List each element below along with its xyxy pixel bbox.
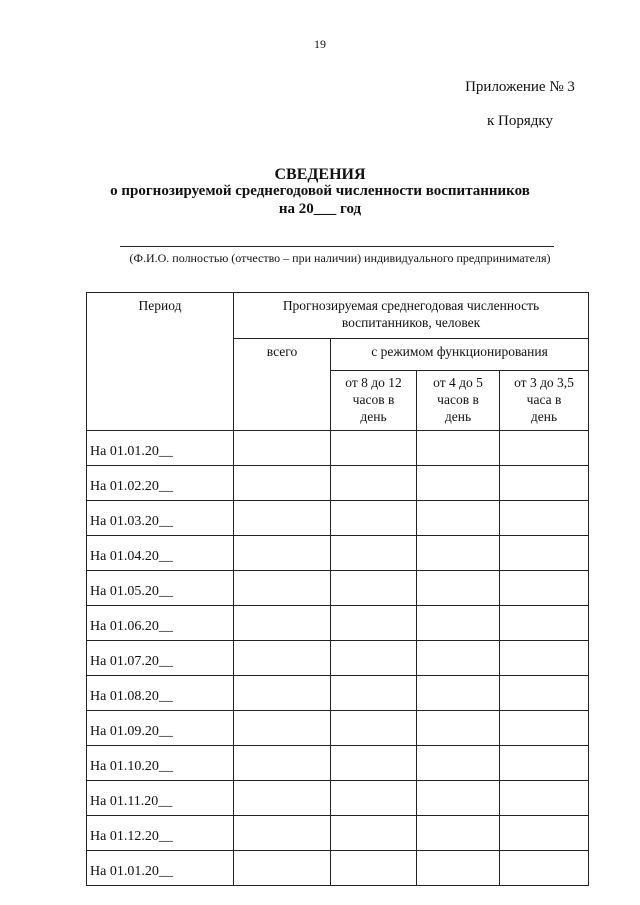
table-row — [87, 466, 589, 501]
table-row — [87, 641, 589, 676]
table-row — [87, 816, 589, 851]
table-row — [87, 501, 589, 536]
forecast-table — [86, 292, 589, 886]
mode-3-35-cell[interactable] — [500, 781, 589, 816]
header-mode-4-5: от 4 до 5 часов в день — [417, 371, 500, 431]
total-cell[interactable] — [234, 781, 331, 816]
name-fill-line[interactable] — [120, 246, 554, 247]
appendix-reference: к Порядку — [487, 113, 553, 129]
mode-8-12-cell[interactable] — [331, 466, 417, 501]
total-cell[interactable] — [234, 466, 331, 501]
mode-3-35-cell[interactable] — [500, 536, 589, 571]
table-row — [87, 676, 589, 711]
mode-4-5-cell[interactable] — [417, 676, 500, 711]
document-title: СВЕДЕНИЯ — [274, 166, 366, 183]
mode-8-12-cell[interactable] — [331, 781, 417, 816]
table-row — [87, 606, 589, 641]
appendix-label: Приложение № 3 — [465, 79, 575, 95]
mode-8-12-cell[interactable] — [331, 816, 417, 851]
header-forecast: Прогнозируемая среднегодовая численность воспитанников, человек — [234, 293, 589, 339]
mode-8-12-cell[interactable] — [331, 536, 417, 571]
total-cell[interactable] — [234, 746, 331, 781]
mode-3-35-cell[interactable] — [500, 676, 589, 711]
mode-3-35-cell[interactable] — [500, 501, 589, 536]
total-cell[interactable] — [234, 641, 331, 676]
mode-8-12-cell[interactable] — [331, 746, 417, 781]
mode-4-5-cell[interactable] — [417, 571, 500, 606]
mode-3-35-cell[interactable] — [500, 851, 589, 886]
total-cell[interactable] — [234, 676, 331, 711]
table-row — [87, 431, 589, 466]
header-period: Период — [87, 293, 234, 431]
mode-8-12-cell[interactable] — [331, 606, 417, 641]
mode-4-5-cell[interactable] — [417, 711, 500, 746]
name-caption: (Ф.И.О. полностью (отчество – при наличии) индивидуального предпринимателя) — [129, 251, 551, 265]
mode-3-35-cell[interactable] — [500, 641, 589, 676]
mode-8-12-cell[interactable] — [331, 711, 417, 746]
period-cell: На 01.07.20__ — [87, 641, 234, 676]
mode-4-5-cell[interactable] — [417, 816, 500, 851]
document-year-line: на 20___ год — [278, 201, 362, 217]
mode-4-5-cell[interactable] — [417, 746, 500, 781]
header-mode: с режимом функционирования — [331, 339, 589, 371]
mode-3-35-cell[interactable] — [500, 816, 589, 851]
period-cell: На 01.04.20__ — [87, 536, 234, 571]
mode-3-35-cell[interactable] — [500, 711, 589, 746]
document-subtitle: о прогнозируемой среднегодовой численности воспитанников — [110, 183, 530, 199]
mode-4-5-cell[interactable] — [417, 466, 500, 501]
mode-3-35-cell[interactable] — [500, 746, 589, 781]
mode-4-5-cell[interactable] — [417, 606, 500, 641]
period-cell: На 01.09.20__ — [87, 711, 234, 746]
total-cell[interactable] — [234, 431, 331, 466]
header-mode-8-12: от 8 до 12 часов в день — [331, 371, 417, 431]
mode-3-35-cell[interactable] — [500, 606, 589, 641]
period-cell: На 01.05.20__ — [87, 571, 234, 606]
total-cell[interactable] — [234, 501, 331, 536]
total-cell[interactable] — [234, 536, 331, 571]
period-cell: На 01.11.20__ — [87, 781, 234, 816]
mode-8-12-cell[interactable] — [331, 851, 417, 886]
period-cell: На 01.06.20__ — [87, 606, 234, 641]
period-cell: На 01.01.20__ — [87, 431, 234, 466]
period-cell: На 01.12.20__ — [87, 816, 234, 851]
mode-8-12-cell[interactable] — [331, 501, 417, 536]
mode-4-5-cell[interactable] — [417, 641, 500, 676]
table-row — [87, 781, 589, 816]
total-cell[interactable] — [234, 851, 331, 886]
page-number: 19 — [314, 37, 326, 51]
mode-8-12-cell[interactable] — [331, 431, 417, 466]
mode-4-5-cell[interactable] — [417, 851, 500, 886]
mode-3-35-cell[interactable] — [500, 466, 589, 501]
period-cell: На 01.10.20__ — [87, 746, 234, 781]
period-cell: На 01.08.20__ — [87, 676, 234, 711]
table-row — [87, 746, 589, 781]
mode-8-12-cell[interactable] — [331, 676, 417, 711]
total-cell[interactable] — [234, 711, 331, 746]
mode-8-12-cell[interactable] — [331, 571, 417, 606]
period-cell: На 01.02.20__ — [87, 466, 234, 501]
total-cell[interactable] — [234, 816, 331, 851]
mode-3-35-cell[interactable] — [500, 571, 589, 606]
period-cell: На 01.03.20__ — [87, 501, 234, 536]
header-mode-3-35: от 3 до 3,5 часа в день — [500, 371, 589, 431]
table-row — [87, 536, 589, 571]
table-row — [87, 851, 589, 886]
mode-4-5-cell[interactable] — [417, 536, 500, 571]
total-cell[interactable] — [234, 606, 331, 641]
mode-4-5-cell[interactable] — [417, 431, 500, 466]
mode-4-5-cell[interactable] — [417, 501, 500, 536]
period-cell: На 01.01.20__ — [87, 851, 234, 886]
table-row — [87, 571, 589, 606]
mode-3-35-cell[interactable] — [500, 431, 589, 466]
total-cell[interactable] — [234, 571, 331, 606]
table-row — [87, 711, 589, 746]
mode-8-12-cell[interactable] — [331, 641, 417, 676]
mode-4-5-cell[interactable] — [417, 781, 500, 816]
header-total: всего — [234, 339, 331, 431]
